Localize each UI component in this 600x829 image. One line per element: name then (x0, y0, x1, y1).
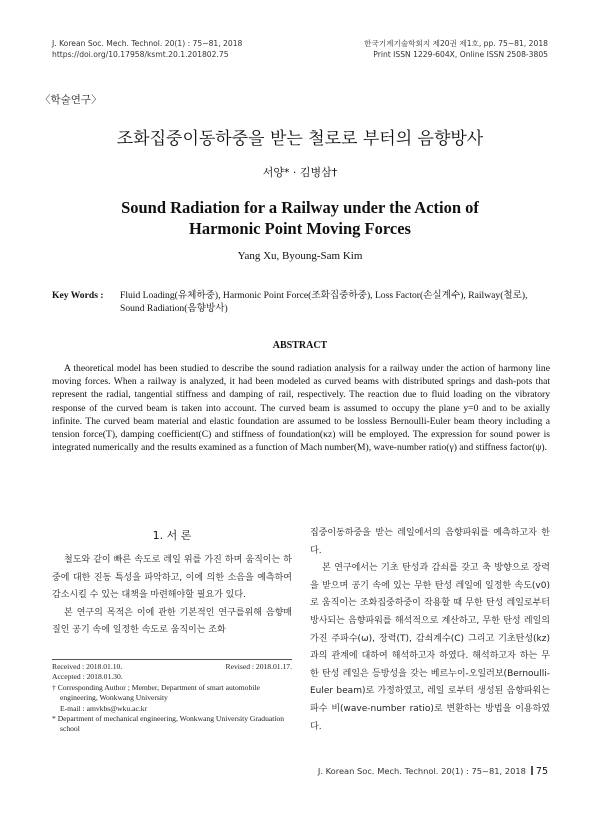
title-english-line-2: Harmonic Point Moving Forces (189, 219, 411, 238)
email: E-mail : amvkbs@wku.ac.kr (60, 703, 148, 713)
issn: Print ISSN 1229-604X, Online ISSN 2508-3805 (373, 50, 548, 59)
author-affiliation: * Department of mechanical engineering, Wonkwang University Graduation school (52, 714, 285, 734)
doi-link[interactable]: https://doi.org/10.17958/ksmt.20.1.201802.75 (52, 50, 229, 59)
authors-english: Yang Xu, Byoung-Sam Kim (237, 250, 363, 262)
abstract-text: A theoretical model has been studied to describe the sound radiation analysis for a railway under the action of harmony line moving forces. When a railway is analyzed, it had been modeled as curved beams with distributed springs and dash-pots that represent the radial, tangential stiffness and damping of rail, respectively. The reaction due to fluid loading on the vibratory response of the curved beam is taken into account. The curved beam is assumed to occupy the plane y=0 and to be axially infinite. The curved beam material and elastic foundation are assumed to be lossless Bernoulli-Euler beam theory including a tension force(T), damping coefficient(C) and stiffness of foundation(κz) will be employed. The expression for sound power is integrated numerically and the results examined as a function of Mach number(M), wave-number ratio(γ) and stiffness factor(ψ). (52, 363, 550, 454)
intro-paragraph-2-continued: 집중이동하중을 받는 레일에서의 음향파워를 예측하고자 한다. (310, 528, 550, 556)
keywords-text: Fluid Loading(유체하중), Harmonic Point Force(조화집중하중), Loss Factor(손실계수), Railway(철로), Sound Radiation(음향방사) (120, 290, 528, 314)
keywords (52, 289, 552, 315)
journal-citation: J. Korean Soc. Mech. Technol. 20(1) : 75~81, 2018 (52, 39, 243, 48)
title-korean: 조화집중이동하중을 받는 철로로 부터의 음향방사 (116, 129, 484, 149)
corresponding-author: † Corresponding Author ; Member, Department of smart automobile engineering, Wonkwang University (52, 682, 260, 703)
title-english (0, 197, 600, 239)
received-date: Received : 2018.01.10. (52, 662, 123, 671)
revised-date: Revised : 2018.01.17. (225, 662, 292, 671)
running-header-right (364, 38, 548, 60)
received-revised-row (52, 662, 292, 672)
section-heading-introduction: 1. 서 론 (152, 529, 192, 542)
right-column (310, 525, 550, 736)
keywords-label: Key Words : (52, 290, 104, 301)
footnotes (52, 662, 292, 735)
accepted-date: Accepted : 2018.01.30. (52, 672, 123, 682)
title-english-line-1: Sound Radiation for a Railway under the Action of (121, 198, 479, 217)
left-column (52, 552, 292, 640)
intro-paragraph-1: 철도와 같이 빠른 속도로 레일 위를 가진 하며 움직이는 하중에 대한 진동 특성을 파악하고, 이에 의한 소음을 예측하여 감소시킬 수 있는 대책을 마련해야할 필요가 있다. (52, 555, 292, 601)
journal-citation-korean: 한국기계기술학회지 제20권 제1호, pp. 75~81, 2018 (364, 39, 548, 48)
abstract-heading: ABSTRACT (272, 340, 328, 351)
article-category: 〈학술연구〉 (40, 94, 102, 106)
footer-separator (531, 766, 533, 775)
authors-korean: 서양* · 김병삼† (262, 166, 338, 179)
footer-citation: J. Korean Soc. Mech. Technol. 20(1) : 75~81, 2018 (317, 766, 526, 776)
intro-paragraph-2: 본 연구의 목적은 이에 관한 기본적인 연구를위해 음향매질인 공기 속에 일정한 속도로 움직이는 조화 (52, 607, 292, 636)
intro-paragraph-3: 본 연구에서는 기초 탄성과 감쇠를 갖고 축 방향으로 장력을 받으며 공기 속에 있는 무한 탄성 레일에 일정한 속도(v0)로 움직이는 조화집중하중이 작용할 때 무한 탄성 레일로부터 방사되는 음향파워를 해석적으로 계산하고, 무한 탄성 레일의 가진 주파수(ω), 장력(T), 감쇠계수(C) 그리고 기초탄성(kz)과의 관계에 대하여 해석하고자 하였다. 해석하고자 하는 무한 탄성 레일은 등방성을 갖는 베르누이-오일러보(Bernoulli-Euler beam)로 가정하였고, 레일 로부터 생성된 음향파워는 파수 비(wave-number ratio)로 변환하는 방법을 이용하였다. (310, 563, 550, 732)
page-footer (318, 766, 548, 777)
running-header-left (52, 38, 242, 60)
page-number: 75 (535, 766, 548, 777)
footnote-divider (52, 659, 292, 660)
